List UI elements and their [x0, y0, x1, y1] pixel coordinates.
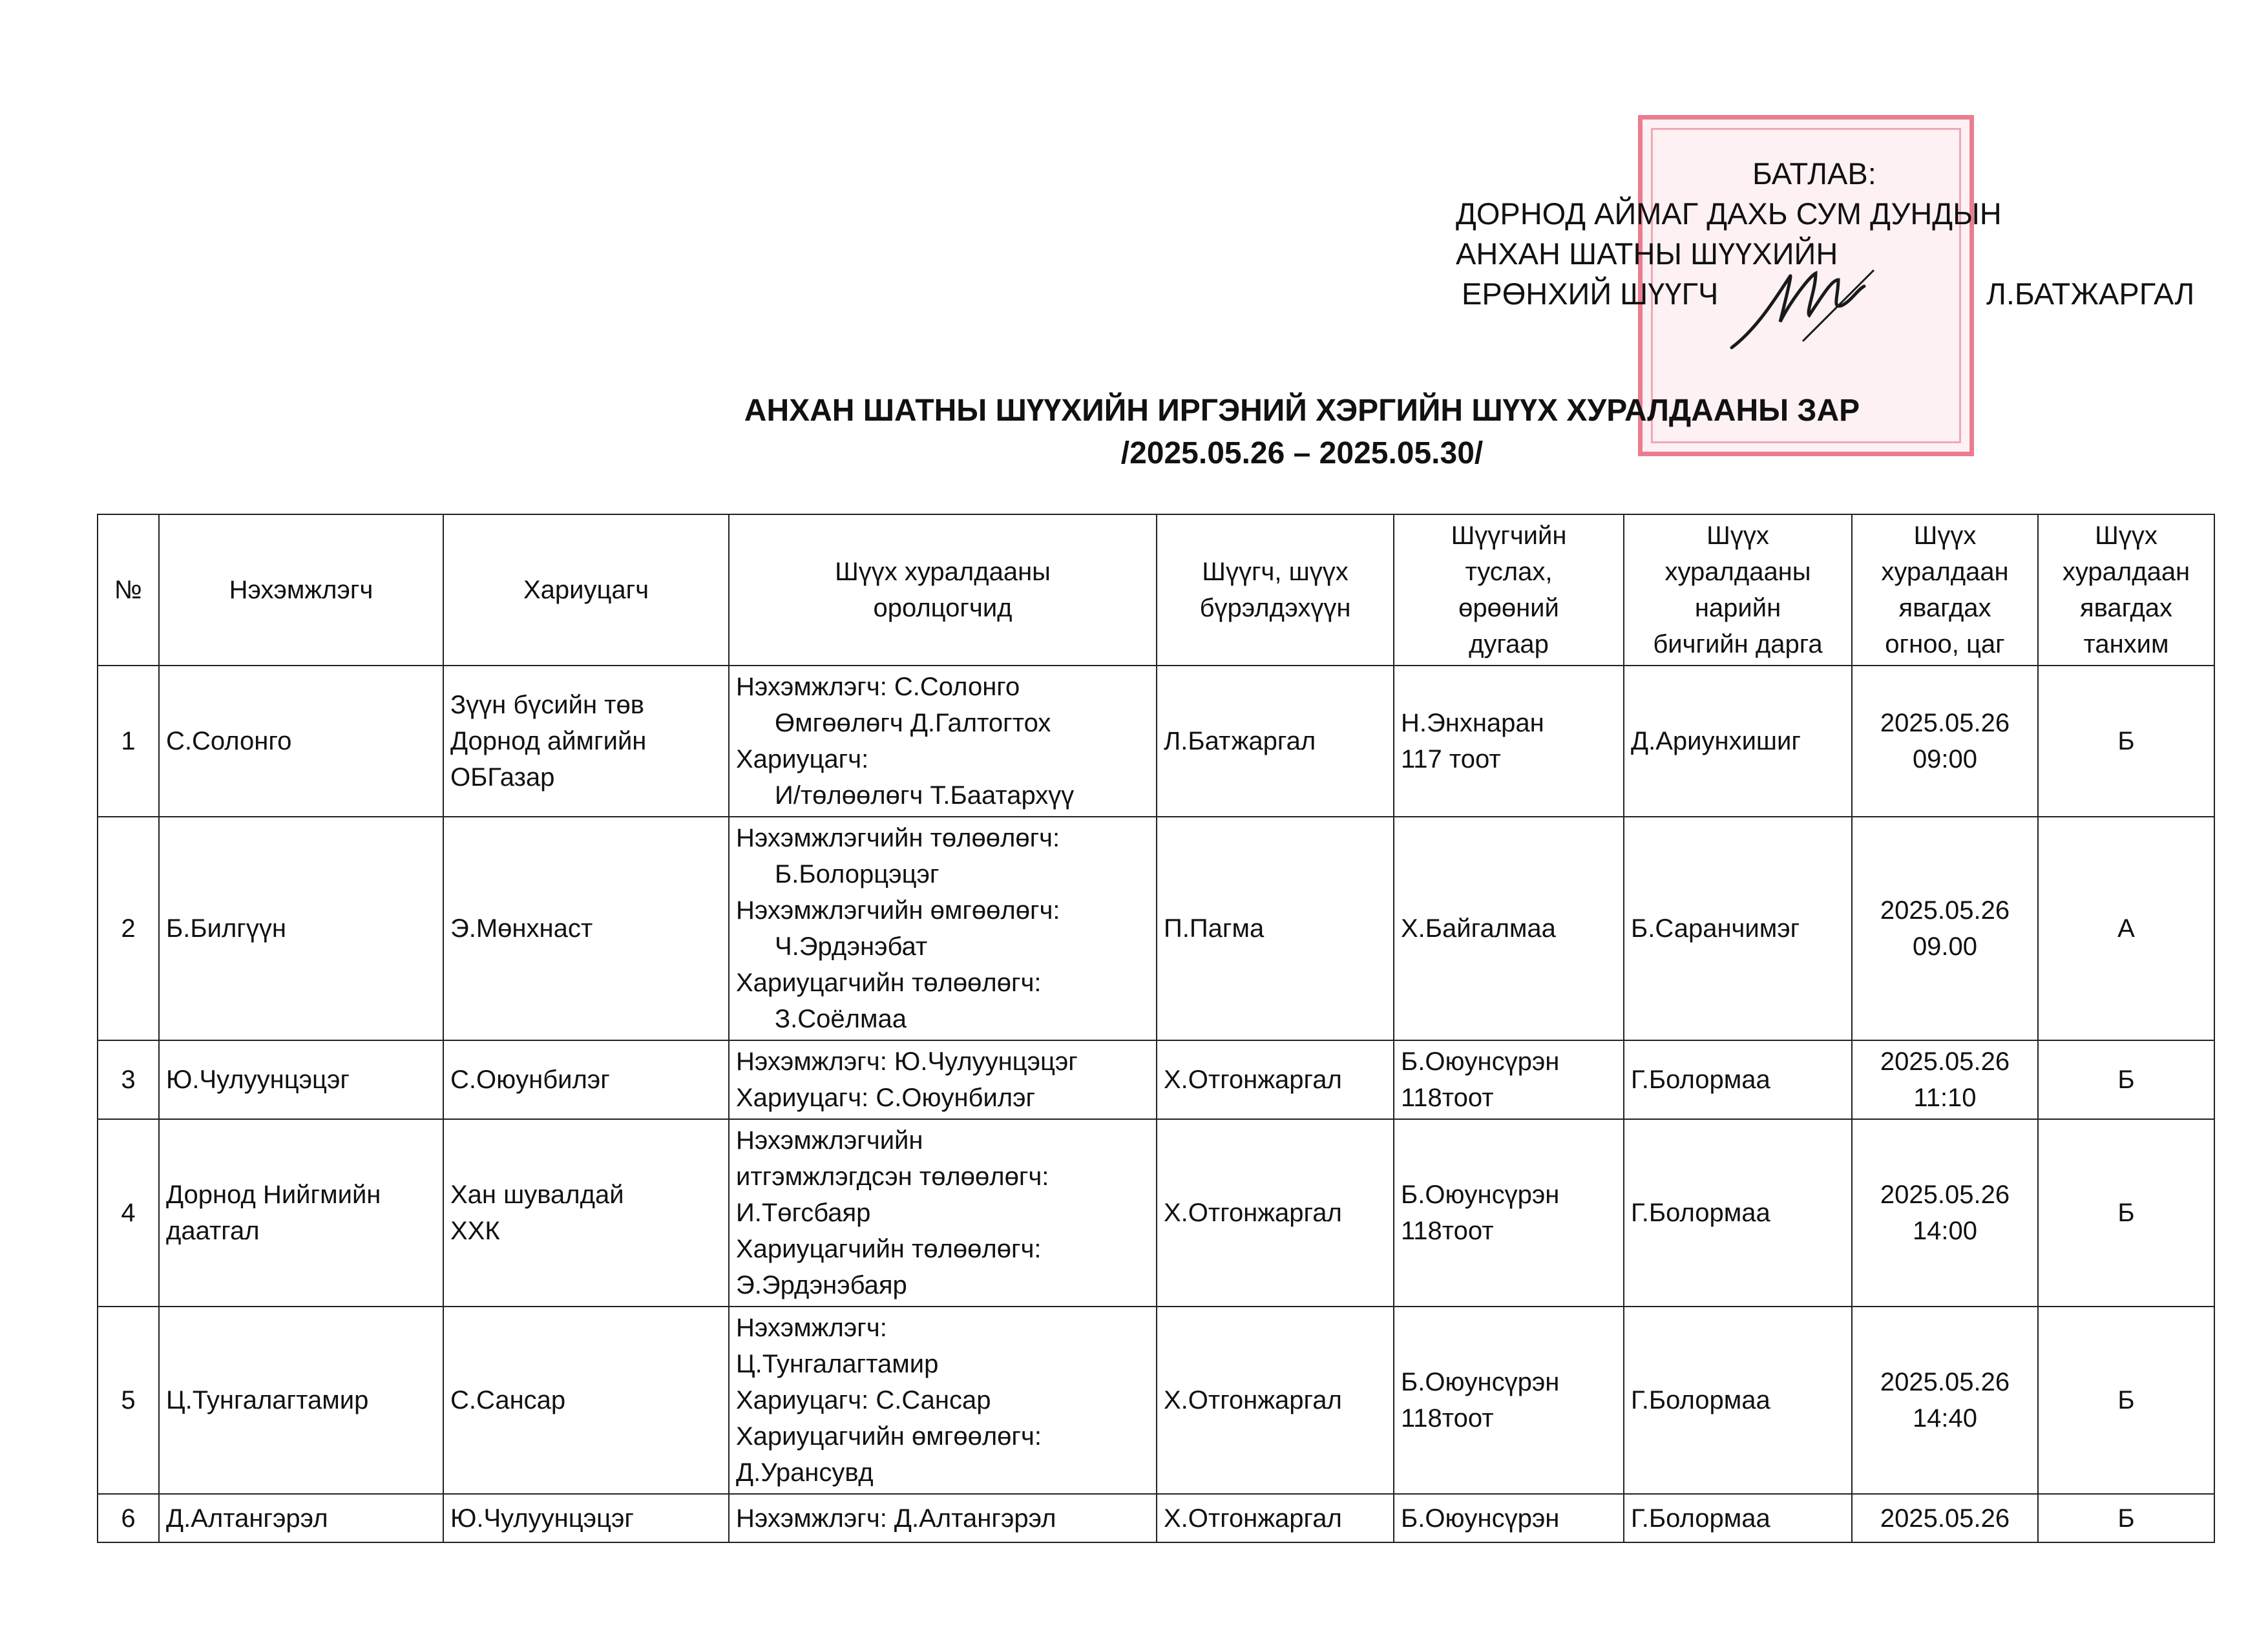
row-number-cell [98, 1494, 159, 1542]
participant-line: Хариуцагчийн төлөөлөгч: [736, 1235, 1042, 1263]
participant-line: Хариуцагчийн өмгөөлөгч: [736, 1422, 1042, 1451]
participants-cell [729, 1307, 1157, 1494]
row-number: 4 [121, 1199, 136, 1227]
participant-line: Өмгөөлөгч Д.Галтогтох [775, 709, 1051, 737]
column-header-text: Шүүх хуралдааны [835, 558, 1051, 586]
column-header-secretary [1624, 514, 1852, 666]
plaintiff-cell [159, 1040, 443, 1119]
column-header-text: Шүүх [1913, 521, 1977, 550]
hearing-hall: Б [2117, 1066, 2135, 1094]
plaintiff-cell [159, 1307, 443, 1494]
participant-line: Ц.Тунгалагтамир [736, 1350, 939, 1378]
participant-line: Б.Болорцэцэг [775, 860, 940, 888]
participant-line: Хариуцагч: С.Оюунбилэг [736, 1084, 1036, 1112]
column-header-text: огноо, цаг [1885, 630, 2005, 658]
judge-cell [1157, 1119, 1394, 1307]
approval-line-2: АНХАН ШАТНЫ ШҮҮХИЙН [1456, 236, 1838, 271]
column-header-text: Шүүх [2095, 521, 2158, 550]
approval-line-3: ЕРӨНХИЙ ШҮҮГЧ [1462, 277, 1719, 311]
plaintiff-name: Дорнод Нийгмийн [166, 1181, 381, 1209]
column-header-assistant [1394, 514, 1624, 666]
hall-cell [2038, 666, 2214, 817]
hall-cell [2038, 1307, 2214, 1494]
secretary-cell [1624, 1494, 1852, 1542]
row-number: 3 [121, 1066, 136, 1094]
participant-line: З.Соёлмаа [775, 1005, 907, 1033]
column-header-text: Шүүгчийн [1451, 521, 1567, 550]
assistant-info: Б.Оюунсүрэн [1401, 1047, 1560, 1076]
hearing-datetime: 09.00 [1912, 932, 1978, 961]
assistant-info: 118тоот [1401, 1084, 1494, 1112]
column-header-text: хуралдааны [1664, 558, 1811, 586]
hearing-hall: Б [2117, 727, 2135, 755]
hearing-datetime: 14:00 [1912, 1217, 1978, 1245]
plaintiff-name: Д.Алтангэрэл [166, 1504, 328, 1533]
assistant-cell [1394, 1307, 1624, 1494]
defendant-name: Зүүн бүсийн төв [450, 691, 644, 719]
participant-line: Нэхэмжлэгч: Ю.Чулуунцэцэг [736, 1047, 1078, 1076]
hearing-datetime: 09:00 [1912, 745, 1978, 773]
column-header-text: туслах, [1465, 558, 1553, 586]
column-header-datetime [1852, 514, 2038, 666]
assistant-cell [1394, 1119, 1624, 1307]
column-header-text: № [114, 576, 142, 604]
defendant-name: Хан шувалдай [450, 1181, 624, 1209]
hearing-datetime: 2025.05.26 [1880, 709, 2010, 737]
participant-line: Нэхэмжлэгч: Д.Алтангэрэл [736, 1504, 1056, 1533]
secretary-cell [1624, 1119, 1852, 1307]
table-row [98, 817, 2214, 1040]
participant-line: Ч.Эрдэнэбат [775, 932, 928, 961]
row-number-cell [98, 1307, 159, 1494]
defendant-cell [443, 817, 729, 1040]
participant-line: Нэхэмжлэгчийн өмгөөлөгч: [736, 896, 1060, 925]
column-header-text: оролцогчид [873, 594, 1013, 622]
table-row [98, 1119, 2214, 1307]
hearing-datetime: 2025.05.26 [1880, 896, 2010, 925]
document-period: /2025.05.26 – 2025.05.30/ [1120, 436, 1484, 470]
assistant-info: 118тоот [1401, 1404, 1494, 1433]
participant-line: Э.Эрдэнэбаяр [736, 1271, 907, 1299]
secretary-name: Б.Саранчимэг [1631, 914, 1800, 943]
row-number: 1 [121, 727, 136, 755]
hearing-datetime: 2025.05.26 [1880, 1047, 2010, 1076]
defendant-cell [443, 1040, 729, 1119]
participant-line: И/төлөөлөгч Т.Баатархүү [775, 781, 1075, 810]
approval-judge-name: Л.БАТЖАРГАЛ [1986, 277, 2195, 311]
hall-cell [2038, 1119, 2214, 1307]
row-number-cell [98, 817, 159, 1040]
judge-cell [1157, 1040, 1394, 1119]
defendant-name: С.Сансар [450, 1386, 566, 1414]
defendant-cell [443, 1119, 729, 1307]
datetime-cell [1852, 1119, 2038, 1307]
hearing-datetime: 2025.05.26 [1880, 1504, 2010, 1533]
column-header-text: өрөөний [1458, 594, 1559, 622]
column-header-hall [2038, 514, 2214, 666]
participant-line: Д.Урансувд [736, 1458, 874, 1487]
assistant-cell [1394, 666, 1624, 817]
hearing-datetime: 11:10 [1913, 1084, 1977, 1112]
table-row [98, 666, 2214, 817]
judge-name: Л.Батжаргал [1164, 727, 1316, 755]
plaintiff-name: Ю.Чулуунцэцэг [166, 1066, 350, 1094]
column-header-judge [1157, 514, 1394, 666]
hearing-datetime: 2025.05.26 [1880, 1181, 2010, 1209]
plaintiff-name: Ц.Тунгалагтамир [166, 1386, 369, 1414]
assistant-info: Х.Байгалмаа [1401, 914, 1556, 943]
plaintiff-cell [159, 817, 443, 1040]
hearing-hall: Б [2117, 1386, 2135, 1414]
hearing-hall: Б [2117, 1199, 2135, 1227]
column-header-text: хуралдаан [1881, 558, 2009, 586]
secretary-cell [1624, 1040, 1852, 1119]
secretary-cell [1624, 817, 1852, 1040]
column-header-participants [729, 514, 1157, 666]
plaintiff-cell [159, 1119, 443, 1307]
judge-name: Х.Отгонжаргал [1164, 1386, 1342, 1414]
hearing-datetime: 14:40 [1912, 1404, 1978, 1433]
row-number: 5 [121, 1386, 136, 1414]
plaintiff-name: даатгал [166, 1217, 260, 1245]
secretary-cell [1624, 666, 1852, 817]
defendant-name: ОБГазар [450, 763, 555, 792]
plaintiff-name: Б.Билгүүн [166, 914, 286, 943]
judge-cell [1157, 1307, 1394, 1494]
datetime-cell [1852, 1307, 2038, 1494]
participants-cell [729, 1040, 1157, 1119]
participant-line: Нэхэмжлэгч: [736, 1314, 887, 1342]
column-header-text: Шүүх [1706, 521, 1769, 550]
defendant-name: ХХК [450, 1217, 500, 1245]
defendant-name: Дорнод аймгийн [450, 727, 647, 755]
hearing-schedule-table [97, 514, 2215, 1543]
judge-name: Х.Отгонжаргал [1164, 1199, 1342, 1227]
table-row [98, 1494, 2214, 1542]
column-header-text: бүрэлдэхүүн [1199, 594, 1351, 622]
hearing-datetime: 2025.05.26 [1880, 1368, 2010, 1396]
assistant-cell [1394, 1040, 1624, 1119]
assistant-info: 118тоот [1401, 1217, 1494, 1245]
hall-cell [2038, 1494, 2214, 1542]
column-header-text: дугаар [1469, 630, 1549, 658]
participant-line: Хариуцагч: [736, 745, 869, 773]
judge-cell [1157, 817, 1394, 1040]
column-header-text: танхим [2083, 630, 2169, 658]
assistant-info: 117 тоот [1401, 745, 1501, 773]
row-number: 6 [121, 1504, 136, 1533]
participant-line: итгэмжлэгдсэн төлөөлөгч: [736, 1162, 1049, 1191]
assistant-info: Б.Оюунсүрэн [1401, 1181, 1560, 1209]
row-number-cell [98, 1040, 159, 1119]
datetime-cell [1852, 1494, 2038, 1542]
plaintiff-cell [159, 1494, 443, 1542]
table-row [98, 1040, 2214, 1119]
secretary-name: Г.Болормаа [1631, 1386, 1770, 1414]
defendant-name: С.Оюунбилэг [450, 1066, 610, 1094]
plaintiff-cell [159, 666, 443, 817]
hall-cell [2038, 817, 2214, 1040]
participant-line: И.Төгсбаяр [736, 1199, 871, 1227]
defendant-cell [443, 1494, 729, 1542]
participant-line: Нэхэмжлэгч: С.Солонго [736, 673, 1020, 701]
hall-cell [2038, 1040, 2214, 1119]
column-header-text: бичгийн дарга [1653, 630, 1823, 658]
participants-cell [729, 666, 1157, 817]
hearing-hall: А [2117, 914, 2135, 943]
column-header-no [98, 514, 159, 666]
row-number-cell [98, 1119, 159, 1307]
datetime-cell [1852, 666, 2038, 817]
secretary-name: Г.Болормаа [1631, 1199, 1770, 1227]
participant-line: Нэхэмжлэгчийн [736, 1126, 923, 1155]
participant-line: Хариуцагчийн төлөөлөгч: [736, 969, 1042, 997]
participants-cell [729, 1119, 1157, 1307]
hearing-hall: Б [2117, 1504, 2135, 1533]
column-header-text: Нэхэмжлэгч [229, 576, 373, 604]
assistant-info: Н.Энхнаран [1401, 709, 1544, 737]
column-header-text: Хариуцагч [523, 576, 649, 604]
datetime-cell [1852, 817, 2038, 1040]
participants-cell [729, 817, 1157, 1040]
judge-name: Х.Отгонжаргал [1164, 1066, 1342, 1094]
approval-line-1: ДОРНОД АЙМАГ ДАХЬ СУМ ДУНДЫН [1456, 196, 2002, 231]
assistant-cell [1394, 1494, 1624, 1542]
column-header-defendant [443, 514, 729, 666]
column-header-text: явагдах [2079, 594, 2173, 622]
judge-cell [1157, 1494, 1394, 1542]
row-number-cell [98, 666, 159, 817]
participants-cell [729, 1494, 1157, 1542]
table-header-row [98, 514, 2214, 666]
secretary-name: Д.Ариунхишиг [1631, 727, 1801, 755]
participant-line: Нэхэмжлэгчийн төлөөлөгч: [736, 824, 1060, 852]
participant-line: Хариуцагч: С.Сансар [736, 1386, 991, 1414]
column-header-text: явагдах [1898, 594, 1991, 622]
datetime-cell [1852, 1040, 2038, 1119]
secretary-cell [1624, 1307, 1852, 1494]
assistant-cell [1394, 817, 1624, 1040]
defendant-name: Ю.Чулуунцэцэг [450, 1504, 634, 1533]
column-header-plaintiff [159, 514, 443, 666]
plaintiff-name: С.Солонго [166, 727, 292, 755]
judge-name: Х.Отгонжаргал [1164, 1504, 1342, 1533]
judge-cell [1157, 666, 1394, 817]
judge-signature-icon [1719, 251, 1900, 361]
column-header-text: нарийн [1694, 594, 1781, 622]
table-row [98, 1307, 2214, 1494]
document-title: АНХАН ШАТНЫ ШҮҮХИЙН ИРГЭНИЙ ХЭРГИЙН ШҮҮХ ХУРАЛДААНЫ ЗАР [744, 394, 1860, 428]
column-header-text: хуралдаан [2062, 558, 2190, 586]
row-number: 2 [121, 914, 136, 943]
column-header-text: Шүүгч, шүүх [1202, 558, 1349, 586]
secretary-name: Г.Болормаа [1631, 1066, 1770, 1094]
secretary-name: Г.Болормаа [1631, 1504, 1770, 1533]
defendant-cell [443, 666, 729, 817]
assistant-info: Б.Оюунсүрэн [1401, 1368, 1560, 1396]
defendant-name: Э.Мөнхнаст [450, 914, 593, 943]
defendant-cell [443, 1307, 729, 1494]
judge-name: П.Пагма [1164, 914, 1265, 943]
approval-label: БАТЛАВ: [1752, 156, 1876, 191]
assistant-info: Б.Оюунсүрэн [1401, 1504, 1560, 1533]
